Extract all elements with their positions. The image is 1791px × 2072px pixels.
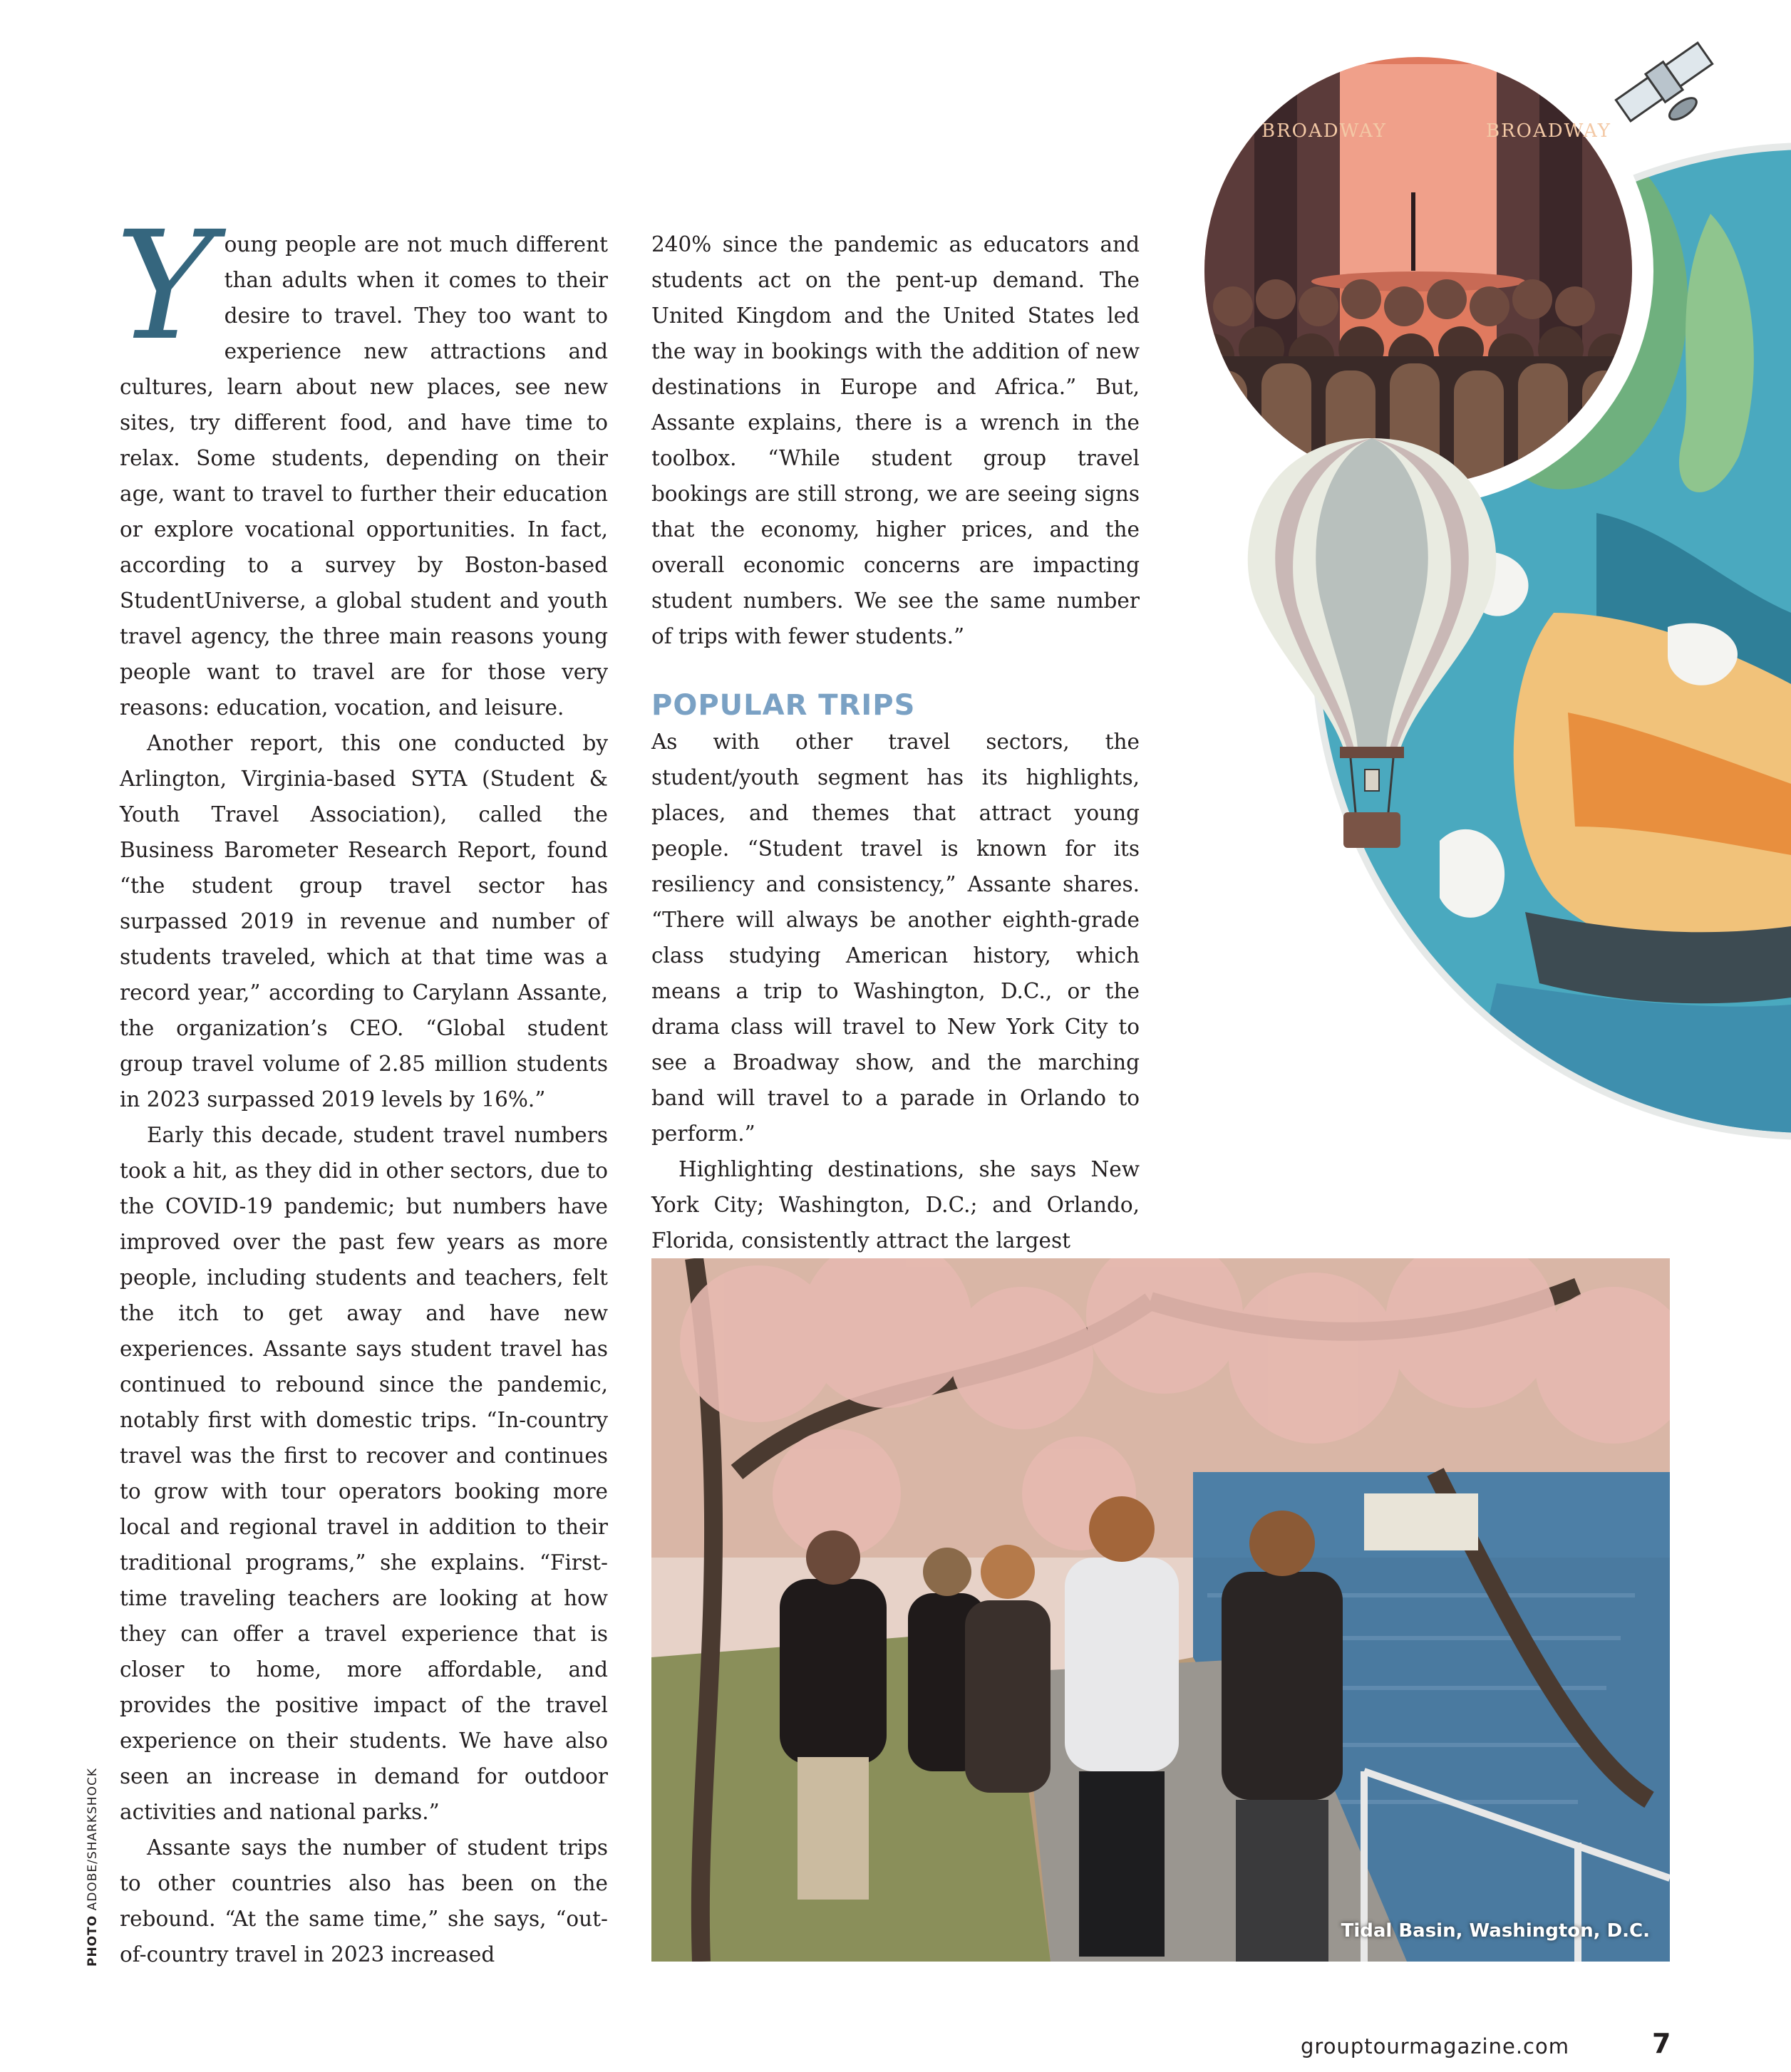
travel-illustration [1169, 0, 1791, 1169]
marquee-right: BROADWAY [1486, 120, 1611, 142]
photo-credit-label: PHOTO [86, 1915, 100, 1967]
satellite-icon [1614, 39, 1728, 143]
marquee-left: BROADWAY [1261, 120, 1387, 142]
tidal-basin-photo [651, 1258, 1670, 1962]
paragraph-syta-report: Another report, this one conducted by Arlington, Virginia-based SYTA (Student & Youth Travel Association), called the Business Barometer Research Report, found “the student group travel sector has surpassed 2019 in revenue and number of students traveled, which at that time was a record year,” according to Carylann Assante, the organization’s CEO. “Global student group travel volume of 2.85 million students in 2023 surpassed 2019 levels by 16%.” [120, 731, 608, 1112]
article-column-left [115, 199, 608, 1972]
paragraph-pandemic-rebound: Early this decade, student travel numbers took a hit, as they did in other sectors, due to the COVID-19 pandemic; but numbers have improved over the past few years as more people, including students and teachers, felt the itch to get away and have new experiences. Assante says student travel has continued to rebound since the pandemic, notably first with domestic trips. “In-country travel was the first to recover and continues to grow with tour operators booking more local and regional travel in addition to their traditional programs,” she explains. “First-time traveling teachers are looking at how they can offer a travel experience that is closer to home, more affordable, and provides the positive impact of the travel experience on their students. We have also seen an increase in demand for outdoor activities and national parks.” [120, 1123, 608, 1824]
paragraph-international-trips: Assante says the number of student trips to other countries also has been on the rebound. “At the same time,” she says, “out-of-country travel in 2023 increased [120, 1835, 608, 1967]
photo-credit-source: ADOBE/SHARKSHOCK [86, 1768, 100, 1911]
section-heading-popular-trips: POPULAR TRIPS [651, 689, 916, 722]
paragraph-highlights: As with other travel sectors, the student/youth segment has its highlights, places, and themes that attract young people. “Student travel is known for its resiliency and consistency,” Assante shares. “There will always be another eighth-grade class studying American history, which means a trip to Washington, D.C., or the drama class will travel to New York City to see a Broadway show, and the marching band will travel to a parade in Orlando to perform.” [651, 730, 1140, 1146]
footer-website-link[interactable]: grouptourmagazine.com [1301, 2034, 1569, 2058]
paragraph-intro: Young people are not much different than adults when it comes to their desire to travel. They too want to experience new attractions and cultures, learn about new places, see new sites, try different food, and have time to relax. Some students, depending on their age, want to travel to further their education or explore vocational opportunities. In fact, according to a survey by Boston-based StudentUniverse, a global student and youth travel agency, the three main reasons young people want to travel are for those very reasons: education, vocation, and leisure. [115, 199, 608, 720]
photo-credit [86, 1768, 100, 1967]
page-number: 7 [1652, 2028, 1671, 2059]
paragraph-destinations: Highlighting destinations, she says New York City; Washington, D.C.; and Orlando, Florida, consistently attract the largest [651, 1157, 1140, 1253]
drop-cap: Y [115, 199, 215, 373]
paragraph-continuation: 240% since the pandemic as educators and students act on the pent-up demand. The United Kingdom and the United States led the way in bookings with the addition of new destinations in Europe and Africa.” But, Assante explains, there is a wrench in the toolbox. “While student group travel bookings are still strong, we are seeing signs that the economy, higher prices, and the overall economic concerns are impacting student numbers. We see the same number of trips with fewer students.” [651, 232, 1140, 648]
article-column-right [651, 227, 1140, 1258]
photo-caption: Tidal Basin, Washington, D.C. [1341, 1920, 1650, 1942]
